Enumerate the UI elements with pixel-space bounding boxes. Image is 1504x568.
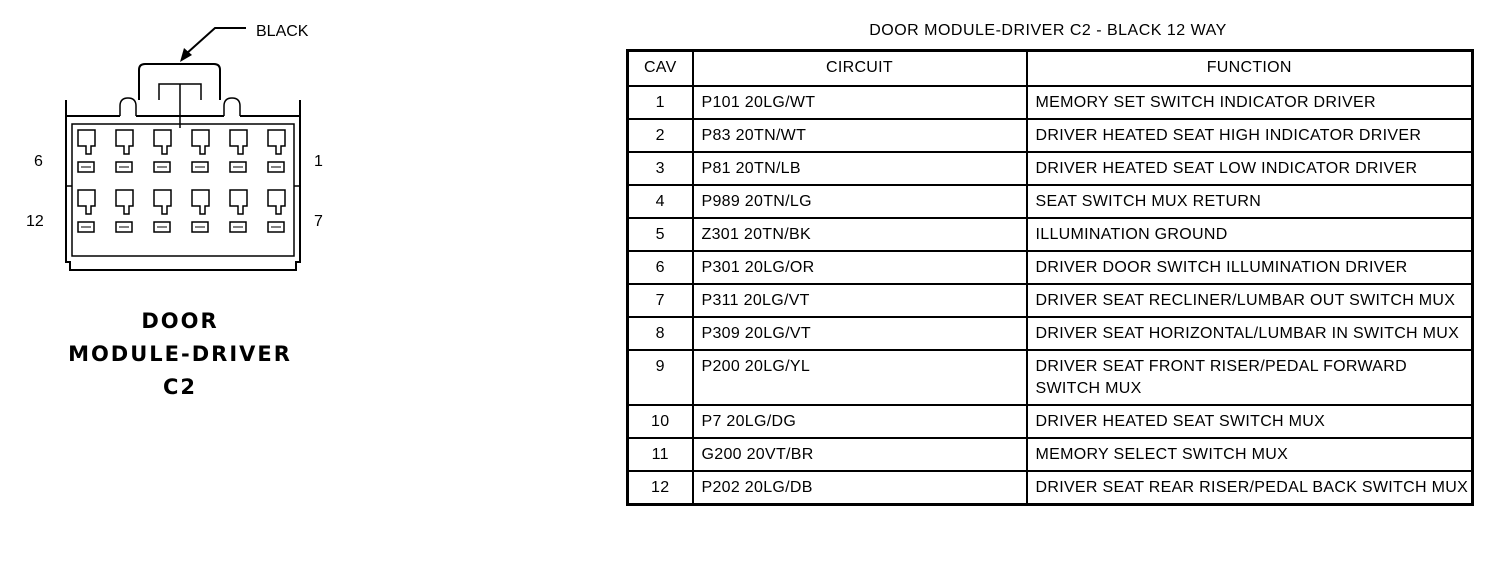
function-cell: SEAT SWITCH MUX RETURN	[1027, 185, 1473, 218]
connector-inner-frame	[72, 124, 294, 256]
table-row	[628, 152, 1473, 185]
connector-bump-right	[224, 98, 240, 116]
callout-leader-line	[186, 28, 246, 54]
cav-cell: 1	[628, 86, 693, 119]
function-cell: MEMORY SELECT SWITCH MUX	[1027, 438, 1473, 471]
function-cell: MEMORY SET SWITCH INDICATOR DRIVER	[1027, 86, 1473, 119]
connector-name-line: MODULE-DRIVER	[68, 342, 292, 366]
connector-bump-left	[120, 98, 136, 116]
color-label: BLACK	[256, 23, 309, 40]
function-cell: DRIVER SEAT RECLINER/LUMBAR OUT SWITCH MUX	[1027, 284, 1473, 317]
pinout-table	[626, 49, 1474, 506]
table-row	[628, 284, 1473, 317]
circuit-cell: Z301 20TN/BK	[693, 218, 1027, 251]
function-cell: DRIVER HEATED SEAT LOW INDICATOR DRIVER	[1027, 152, 1473, 185]
cavity-terminal	[78, 130, 95, 154]
cavity-terminal	[78, 190, 95, 214]
table-row	[628, 119, 1473, 152]
cavity-terminal	[230, 130, 247, 154]
pin-label-bottom-left: 12	[26, 213, 44, 230]
cav-cell: 2	[628, 119, 693, 152]
table-row	[628, 317, 1473, 350]
circuit-cell: P202 20LG/DB	[693, 471, 1027, 505]
cavity-terminal	[268, 130, 285, 154]
circuit-cell: P200 20LG/YL	[693, 350, 1027, 405]
function-cell: DRIVER SEAT REAR RISER/PEDAL BACK SWITCH MUX	[1027, 471, 1473, 505]
connector-housing	[66, 116, 300, 270]
function-cell: DRIVER HEATED SEAT SWITCH MUX	[1027, 405, 1473, 438]
cav-cell: 5	[628, 218, 693, 251]
cavity-terminal	[154, 130, 171, 154]
circuit-cell: G200 20VT/BR	[693, 438, 1027, 471]
connector-name-line: C2	[162, 375, 198, 399]
header-cav: CAV	[628, 51, 693, 87]
circuit-cell: P311 20LG/VT	[693, 284, 1027, 317]
table-row	[628, 438, 1473, 471]
cavity-terminal	[192, 130, 209, 154]
table-row	[628, 218, 1473, 251]
connector-name-line: DOOR	[141, 309, 219, 333]
cavity-terminal	[230, 190, 247, 214]
circuit-cell: P7 20LG/DG	[693, 405, 1027, 438]
circuit-cell: P81 20TN/LB	[693, 152, 1027, 185]
function-cell: ILLUMINATION GROUND	[1027, 218, 1473, 251]
pin-label-bottom-right: 7	[314, 213, 323, 230]
header-function: FUNCTION	[1027, 51, 1473, 87]
circuit-cell: P309 20LG/VT	[693, 317, 1027, 350]
connector-name	[60, 305, 300, 404]
cav-cell: 3	[628, 152, 693, 185]
table-title: DOOR MODULE-DRIVER C2 - BLACK 12 WAY	[869, 22, 1227, 39]
cav-cell: 4	[628, 185, 693, 218]
cav-cell: 7	[628, 284, 693, 317]
table-row	[628, 405, 1473, 438]
pin-label-top-left: 6	[34, 153, 43, 170]
cav-cell: 10	[628, 405, 693, 438]
table-row	[628, 350, 1473, 405]
function-cell: DRIVER SEAT HORIZONTAL/LUMBAR IN SWITCH MUX	[1027, 317, 1473, 350]
cav-cell: 6	[628, 251, 693, 284]
pin-label-top-right: 1	[314, 153, 323, 170]
cavity-terminal	[192, 190, 209, 214]
cavity-terminal	[116, 130, 133, 154]
cav-cell: 9	[628, 350, 693, 405]
cav-cell: 11	[628, 438, 693, 471]
circuit-cell: P989 20TN/LG	[693, 185, 1027, 218]
cavity-terminal	[154, 190, 171, 214]
circuit-cell: P301 20LG/OR	[693, 251, 1027, 284]
function-cell: DRIVER SEAT FRONT RISER/PEDAL FORWARD SWITCH MUX	[1027, 350, 1473, 405]
cav-cell: 12	[628, 471, 693, 505]
table-row	[628, 86, 1473, 119]
table-row	[628, 471, 1473, 505]
cavity-terminal	[268, 190, 285, 214]
cavity-terminal	[116, 190, 133, 214]
table-row	[628, 251, 1473, 284]
circuit-cell: P83 20TN/WT	[693, 119, 1027, 152]
function-cell: DRIVER DOOR SWITCH ILLUMINATION DRIVER	[1027, 251, 1473, 284]
cav-cell: 8	[628, 317, 693, 350]
function-cell: DRIVER HEATED SEAT HIGH INDICATOR DRIVER	[1027, 119, 1473, 152]
connector-diagram	[0, 0, 600, 300]
table-row	[628, 185, 1473, 218]
table-header-row	[628, 51, 1473, 87]
header-circuit: CIRCUIT	[693, 51, 1027, 87]
circuit-cell: P101 20LG/WT	[693, 86, 1027, 119]
